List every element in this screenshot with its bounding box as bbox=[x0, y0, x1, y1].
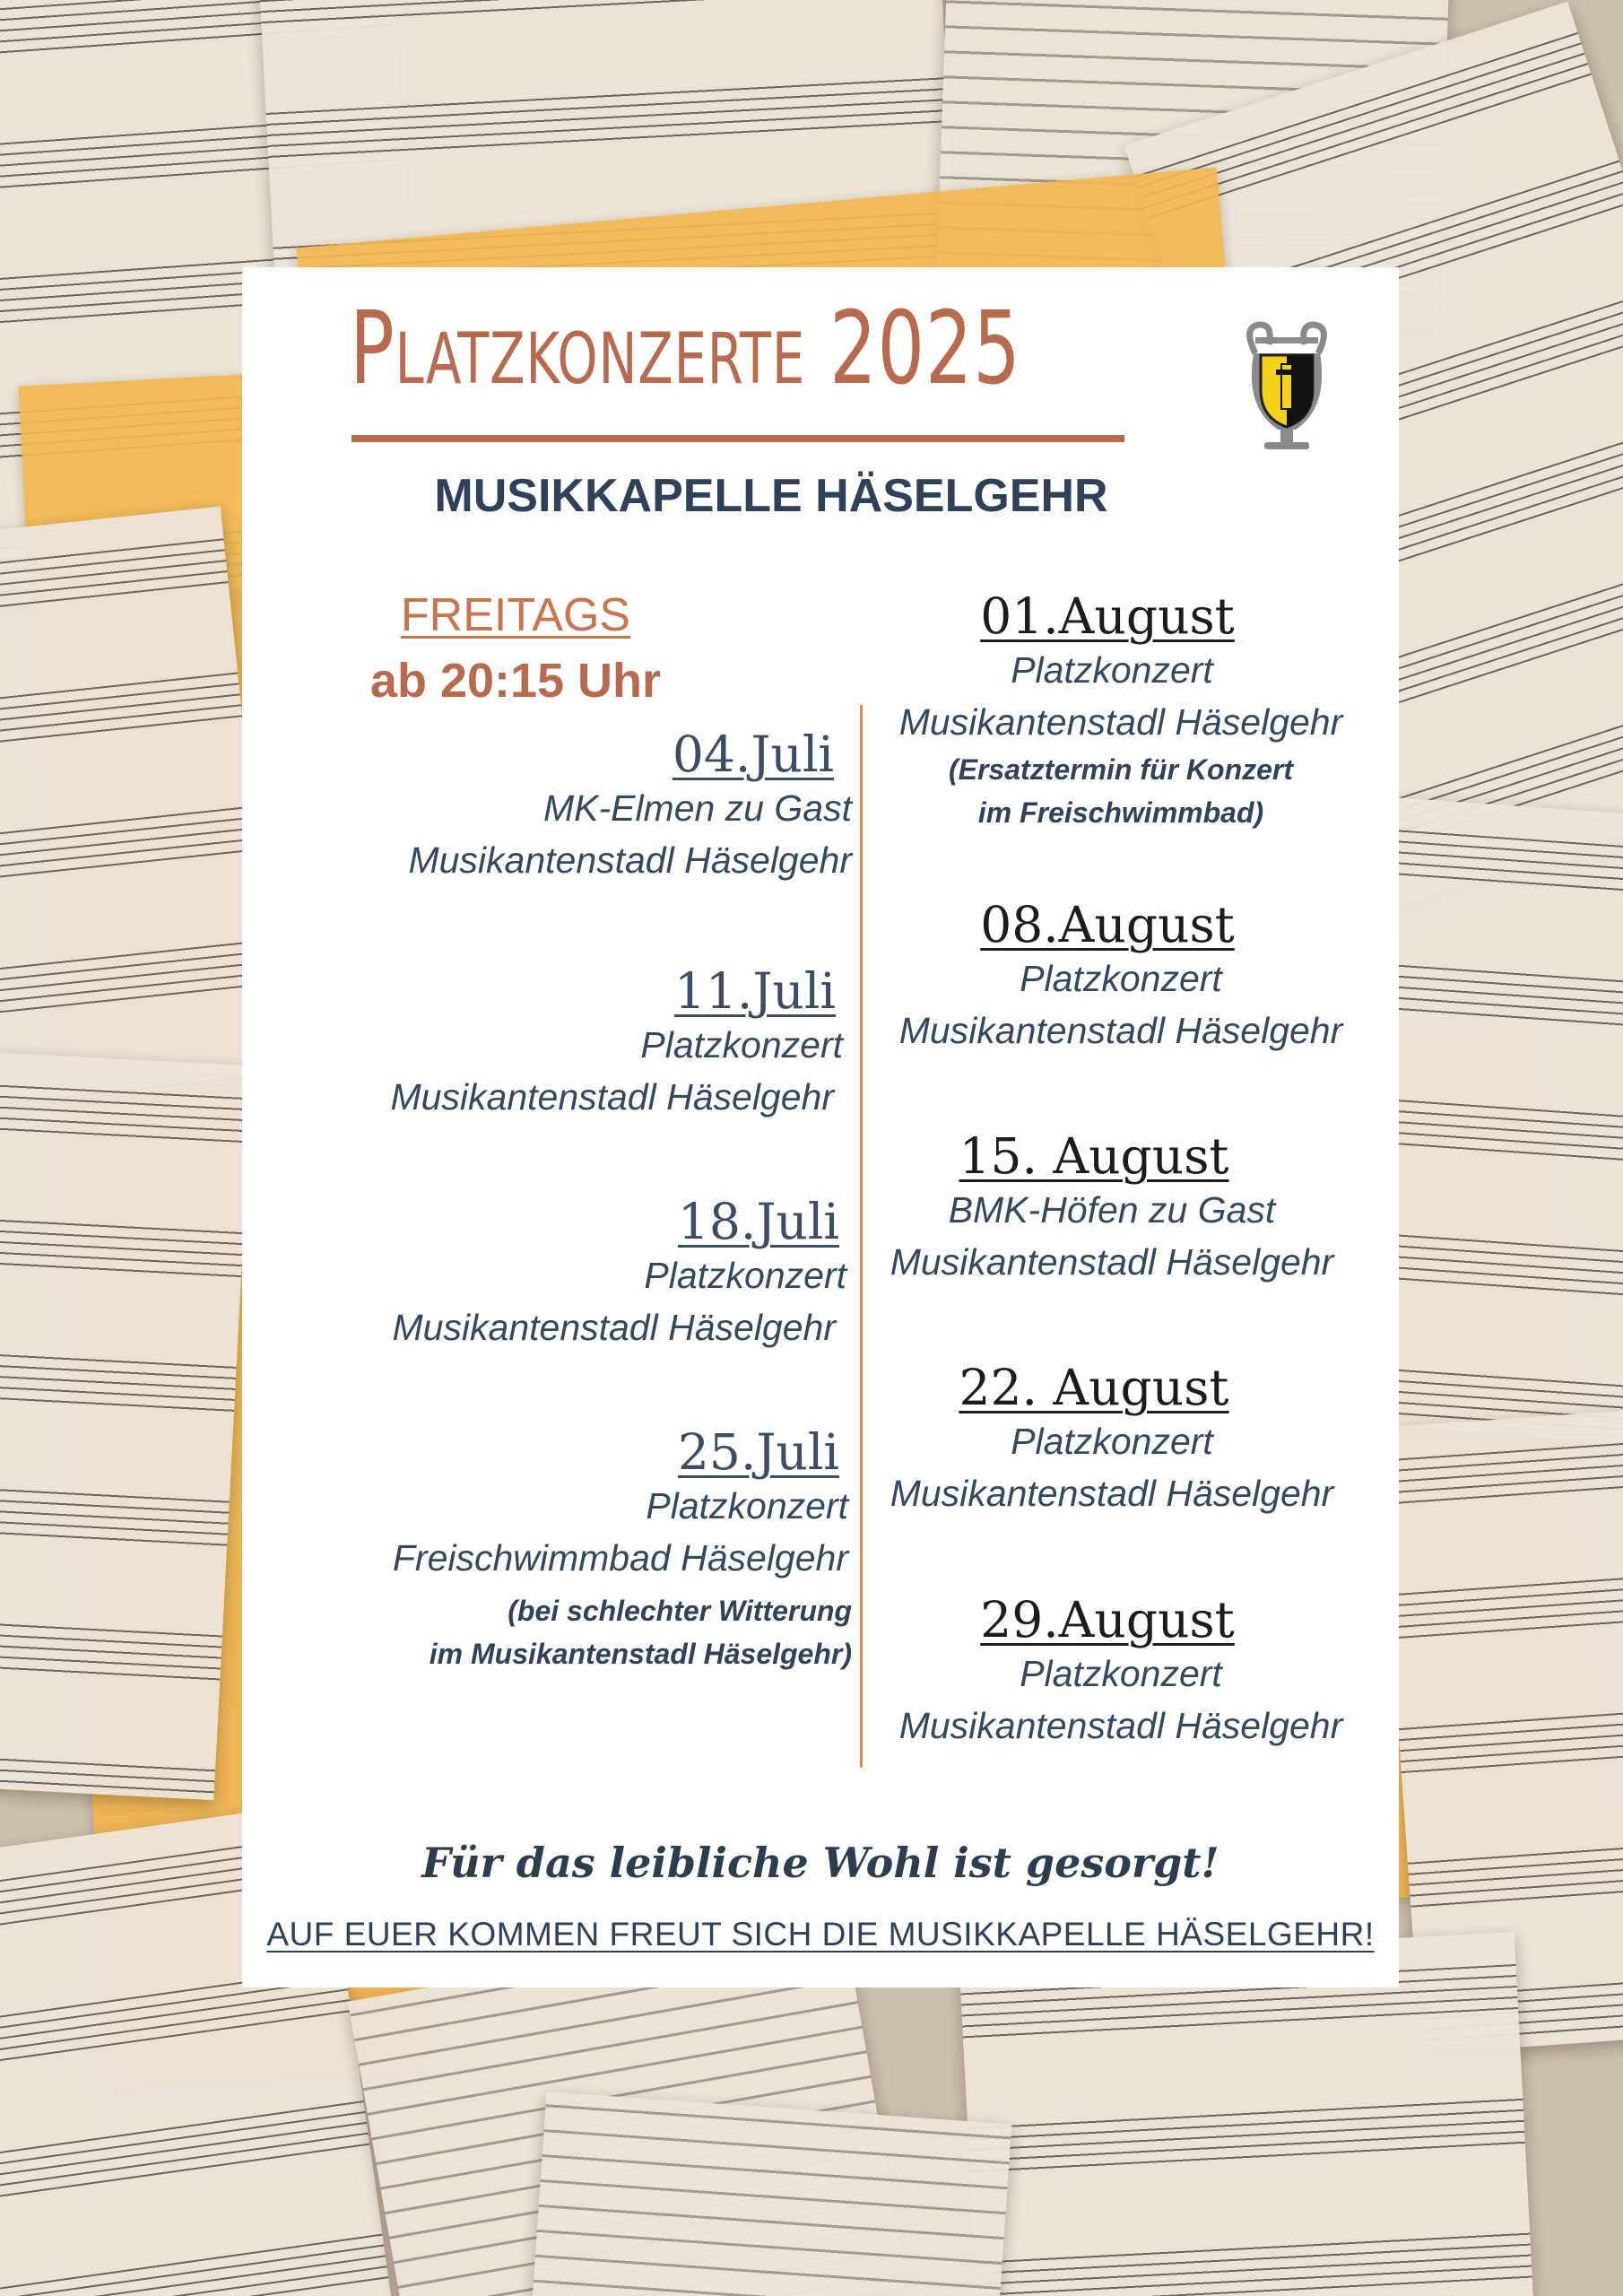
event-note-line: (bei schlechter Witterung bbox=[508, 1595, 852, 1628]
event-title: Platzkonzert bbox=[646, 1485, 848, 1527]
event-note-line: im Freischwimmbad) bbox=[977, 796, 1264, 830]
event-location: Musikantenstadl Häselgehr bbox=[898, 700, 1343, 743]
weekday-label: FREITAGS bbox=[400, 589, 631, 641]
event-date: 11.Juli bbox=[673, 962, 836, 1020]
event-location: Musikantenstadl Häselgehr bbox=[898, 1009, 1343, 1051]
event-item bbox=[861, 1360, 1363, 1519]
event-location: Musikantenstadl Häselgehr bbox=[890, 1472, 1334, 1514]
event-item bbox=[332, 726, 852, 886]
event-item bbox=[314, 1424, 852, 1675]
event-location: Freischwimmbad Häselgehr bbox=[392, 1536, 848, 1578]
event-item bbox=[314, 963, 852, 1123]
event-note bbox=[314, 1589, 852, 1675]
event-title: Platzkonzert bbox=[644, 1255, 846, 1297]
event-title: Platzkonzert bbox=[640, 1024, 843, 1066]
catering-note: Für das leibliche Wohl ist gesorgt! bbox=[421, 1839, 1219, 1887]
event-location: Musikantenstadl Häselgehr bbox=[392, 1306, 836, 1348]
event-location: Musikantenstadl Häselgehr bbox=[898, 1704, 1343, 1746]
event-title: Platzkonzert bbox=[1020, 1653, 1222, 1695]
event-title: MK-Elmen zu Gast bbox=[542, 787, 852, 830]
title-underline bbox=[352, 435, 1124, 442]
lyre-crest-icon bbox=[1237, 317, 1336, 461]
event-date: 15. August bbox=[959, 1127, 1229, 1185]
start-time: ab 20:15 Uhr bbox=[369, 654, 662, 708]
event-location: Musikantenstadl Häselgehr bbox=[890, 1240, 1334, 1283]
event-date: 25.Juli bbox=[677, 1423, 839, 1481]
event-item bbox=[861, 1128, 1363, 1288]
event-item bbox=[870, 588, 1372, 834]
event-date: 01.August bbox=[980, 587, 1235, 645]
band-name: MUSIKKAPELLE HÄSELGEHR bbox=[434, 470, 1108, 522]
event-title: Platzkonzert bbox=[1011, 1421, 1213, 1463]
event-location: Musikantenstadl Häselgehr bbox=[390, 1075, 834, 1118]
event-date: 08.August bbox=[980, 896, 1235, 953]
poster-card bbox=[242, 267, 1399, 1987]
invitation-line: AUF EUER KOMMEN FREUT SICH DIE MUSIKKAPELLE HÄSELGEHR! bbox=[266, 1916, 1375, 1952]
event-date: 29.August bbox=[980, 1591, 1235, 1648]
event-item bbox=[314, 1194, 852, 1353]
event-title: Platzkonzert bbox=[1011, 649, 1213, 691]
event-item bbox=[870, 897, 1372, 1057]
event-note bbox=[870, 748, 1372, 834]
event-item bbox=[870, 1592, 1372, 1752]
event-title: Platzkonzert bbox=[1020, 958, 1222, 1000]
event-note-line: im Musikantenstadl Häselgehr) bbox=[429, 1638, 852, 1671]
event-note-line: (Ersatztermin für Konzert bbox=[948, 753, 1294, 787]
event-date: 18.Juli bbox=[677, 1193, 839, 1250]
event-location: Musikantenstadl Häselgehr bbox=[408, 839, 852, 881]
poster-title: Platzkonzerte 2025 bbox=[350, 291, 1021, 407]
event-title: BMK-Höfen zu Gast bbox=[948, 1189, 1276, 1231]
event-date: 22. August bbox=[959, 1359, 1229, 1416]
event-date: 04.Juli bbox=[672, 726, 834, 783]
